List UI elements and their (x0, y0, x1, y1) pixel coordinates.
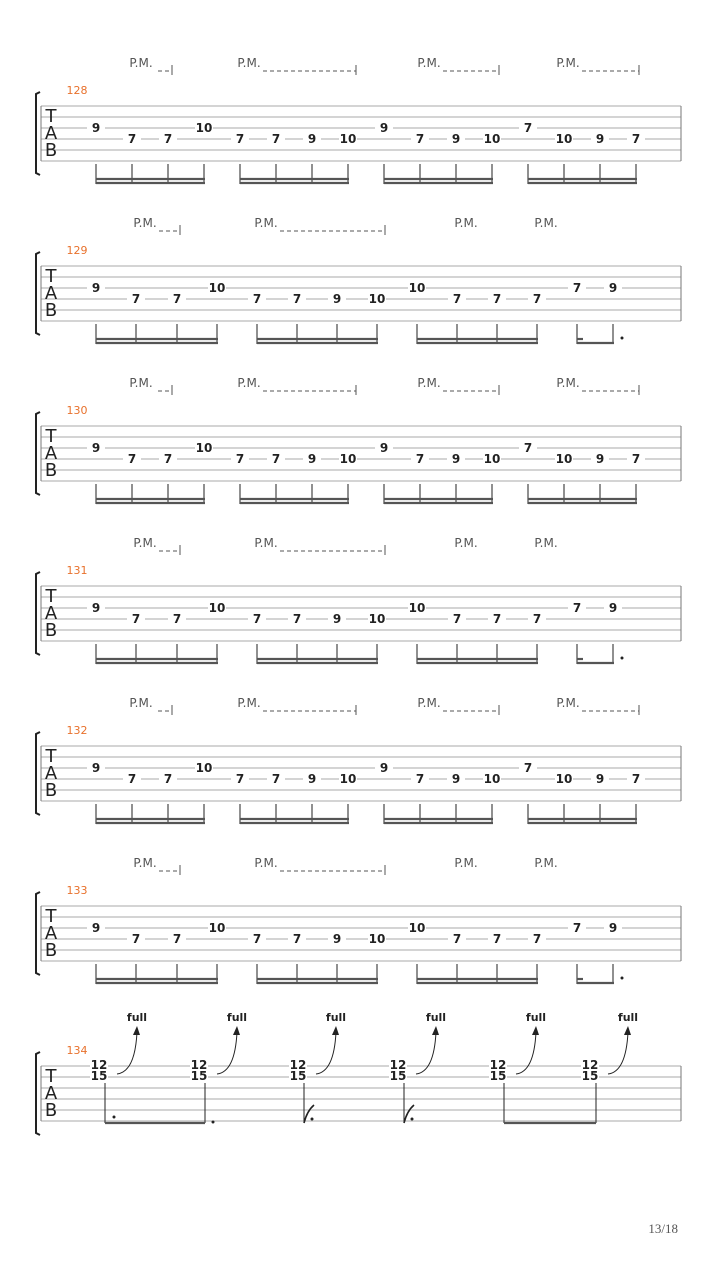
palm-mute-label: P.M. (254, 216, 278, 230)
fret-number: 7 (523, 441, 533, 455)
bend-label: full (617, 1011, 639, 1024)
system-bracket (36, 412, 40, 495)
fret-number: 9 (595, 452, 605, 466)
fret-number: 7 (127, 772, 137, 786)
fret-number: 9 (91, 281, 101, 295)
dot (621, 657, 624, 660)
fret-number: 7 (631, 772, 641, 786)
fret-number: 9 (608, 601, 618, 615)
system-bracket (36, 252, 40, 335)
fret-number: 9 (608, 921, 618, 935)
fret-number: 10 (555, 132, 573, 146)
fret-number: 9 (608, 281, 618, 295)
fret-number: 9 (91, 121, 101, 135)
system-bracket (36, 92, 40, 175)
fret-number: 9 (307, 452, 317, 466)
bend-label: full (126, 1011, 148, 1024)
fret-number: 10 (483, 132, 501, 146)
dot (212, 1121, 215, 1124)
fret-number: 10 (208, 601, 226, 615)
palm-mute-label: P.M. (534, 856, 558, 870)
fret-number-bottom: 15 (90, 1069, 108, 1083)
fret-number: 7 (252, 292, 262, 306)
palm-mute-label: P.M. (237, 376, 261, 390)
fret-number: 7 (127, 452, 137, 466)
fret-number: 10 (339, 772, 357, 786)
bend-label: full (425, 1011, 447, 1024)
dot (311, 1118, 314, 1121)
tab-clef-b: B (44, 1100, 58, 1121)
fret-number: 10 (408, 281, 426, 295)
fret-number: 9 (451, 132, 461, 146)
fret-number: 7 (532, 292, 542, 306)
tab-system-129 (36, 216, 681, 344)
fret-number-bottom: 15 (489, 1069, 507, 1083)
fret-number: 7 (415, 452, 425, 466)
fret-number: 7 (292, 292, 302, 306)
fret-number-bottom: 15 (389, 1069, 407, 1083)
tab-clef-a: A (44, 923, 58, 944)
fret-number: 10 (483, 452, 501, 466)
fret-number: 7 (532, 932, 542, 946)
palm-mute-label: P.M. (417, 376, 441, 390)
fret-number: 7 (235, 772, 245, 786)
page-number: 13/18 (648, 1221, 678, 1236)
bend-arrow (332, 1026, 339, 1035)
fret-number: 7 (452, 612, 462, 626)
fret-number: 7 (631, 452, 641, 466)
fret-number: 7 (235, 132, 245, 146)
fret-number-top: 12 (581, 1058, 599, 1072)
fret-number: 10 (195, 761, 213, 775)
tab-system-130 (36, 376, 681, 504)
palm-mute-label: P.M. (237, 696, 261, 710)
fret-number: 9 (307, 772, 317, 786)
bend-arrow (624, 1026, 631, 1035)
dot (113, 1116, 116, 1119)
palm-mute-label: P.M. (454, 856, 478, 870)
fret-number: 9 (91, 441, 101, 455)
fret-number-top: 12 (190, 1058, 208, 1072)
bend-arrow (133, 1026, 140, 1035)
fret-number: 7 (235, 452, 245, 466)
measure-number: 132 (66, 724, 88, 737)
fret-number: 7 (492, 612, 502, 626)
fret-number: 7 (271, 452, 281, 466)
palm-mute-label: P.M. (129, 376, 153, 390)
bend-curve (516, 1032, 536, 1074)
fret-number: 7 (415, 132, 425, 146)
bend-label: full (226, 1011, 248, 1024)
fret-number: 7 (292, 932, 302, 946)
measure-number: 128 (66, 84, 88, 97)
tab-clef-a: A (44, 443, 58, 464)
palm-mute-label: P.M. (133, 856, 157, 870)
palm-mute-label: P.M. (254, 856, 278, 870)
fret-number: 9 (91, 761, 101, 775)
palm-mute-label: P.M. (556, 56, 580, 70)
fret-number: 10 (408, 601, 426, 615)
measure-number: 134 (66, 1044, 88, 1057)
dot (621, 337, 624, 340)
fret-number: 7 (631, 132, 641, 146)
fret-number: 9 (332, 612, 342, 626)
fret-number: 7 (523, 121, 533, 135)
fret-number: 7 (131, 612, 141, 626)
bend-label: full (325, 1011, 347, 1024)
dot (411, 1118, 414, 1121)
fret-number: 7 (452, 932, 462, 946)
palm-mute-label: P.M. (556, 376, 580, 390)
bend-curve (217, 1032, 237, 1074)
tab-system-131 (36, 536, 681, 664)
fret-number: 7 (131, 932, 141, 946)
measure-number: 131 (66, 564, 88, 577)
fret-number: 10 (555, 452, 573, 466)
palm-mute-label: P.M. (237, 56, 261, 70)
bend-arrow (532, 1026, 539, 1035)
tab-clef-a: A (44, 603, 58, 624)
fret-number: 7 (131, 292, 141, 306)
palm-mute-label: P.M. (133, 536, 157, 550)
measure-number: 130 (66, 404, 88, 417)
tab-clef-b: B (44, 620, 58, 641)
fret-number: 10 (339, 132, 357, 146)
tab-clef-t: T (45, 106, 57, 127)
fret-number: 9 (332, 932, 342, 946)
fret-number: 7 (172, 612, 182, 626)
palm-mute-label: P.M. (556, 696, 580, 710)
tab-clef-a: A (44, 1083, 58, 1104)
palm-mute-label: P.M. (454, 536, 478, 550)
system-bracket (36, 1052, 40, 1135)
fret-number: 10 (195, 121, 213, 135)
palm-mute-label: P.M. (129, 56, 153, 70)
fret-number: 7 (452, 292, 462, 306)
palm-mute-label: P.M. (534, 216, 558, 230)
fret-number-top: 12 (489, 1058, 507, 1072)
fret-number: 7 (572, 281, 582, 295)
fret-number-top: 12 (389, 1058, 407, 1072)
tab-clef-t: T (45, 586, 57, 607)
fret-number: 10 (368, 292, 386, 306)
palm-mute-label: P.M. (254, 536, 278, 550)
tab-system-128 (36, 56, 681, 184)
fret-number: 9 (91, 921, 101, 935)
tab-clef-a: A (44, 763, 58, 784)
fret-number: 9 (379, 441, 389, 455)
fret-number: 10 (408, 921, 426, 935)
fret-number: 9 (332, 292, 342, 306)
fret-number: 7 (252, 612, 262, 626)
measure-number: 133 (66, 884, 88, 897)
tab-clef-t: T (45, 426, 57, 447)
fret-number: 7 (252, 932, 262, 946)
tab-clef-t: T (45, 746, 57, 767)
fret-number: 10 (208, 921, 226, 935)
fret-number: 10 (483, 772, 501, 786)
fret-number: 10 (339, 452, 357, 466)
fret-number-bottom: 15 (289, 1069, 307, 1083)
fret-number: 9 (451, 452, 461, 466)
tab-clef-b: B (44, 780, 58, 801)
fret-number: 9 (595, 132, 605, 146)
fret-number: 7 (532, 612, 542, 626)
palm-mute-label: P.M. (454, 216, 478, 230)
tab-clef-b: B (44, 940, 58, 961)
fret-number: 7 (572, 601, 582, 615)
tab-clef-t: T (45, 1066, 57, 1087)
fret-number: 7 (172, 932, 182, 946)
measure-number: 129 (66, 244, 88, 257)
fret-number: 7 (163, 772, 173, 786)
tab-system-133 (36, 856, 681, 984)
system-bracket (36, 572, 40, 655)
fret-number: 7 (492, 932, 502, 946)
tab-clef-a: A (44, 123, 58, 144)
fret-number: 9 (307, 132, 317, 146)
palm-mute-label: P.M. (417, 696, 441, 710)
bend-curve (316, 1032, 336, 1074)
fret-number-bottom: 15 (190, 1069, 208, 1083)
palm-mute-label: P.M. (129, 696, 153, 710)
bend-curve (416, 1032, 436, 1074)
system-bracket (36, 732, 40, 815)
fret-number: 7 (271, 132, 281, 146)
fret-number: 9 (379, 121, 389, 135)
bend-arrow (233, 1026, 240, 1035)
fret-number: 7 (127, 132, 137, 146)
palm-mute-label: P.M. (133, 216, 157, 230)
bend-curve (608, 1032, 628, 1074)
bend-curve (117, 1032, 137, 1074)
tab-clef-t: T (45, 266, 57, 287)
fret-number: 10 (368, 612, 386, 626)
fret-number: 7 (172, 292, 182, 306)
fret-number: 7 (415, 772, 425, 786)
fret-number: 10 (195, 441, 213, 455)
palm-mute-label: P.M. (417, 56, 441, 70)
bend-arrow (432, 1026, 439, 1035)
tab-system-134 (36, 1011, 681, 1135)
tab-clef-b: B (44, 460, 58, 481)
tab-system-132 (36, 696, 681, 824)
tab-clef-b: B (44, 300, 58, 321)
fret-number: 7 (492, 292, 502, 306)
dot (621, 977, 624, 980)
tab-clef-t: T (45, 906, 57, 927)
fret-number: 7 (163, 132, 173, 146)
fret-number: 7 (292, 612, 302, 626)
fret-number: 9 (91, 601, 101, 615)
tab-clef-b: B (44, 140, 58, 161)
fret-number: 7 (271, 772, 281, 786)
bend-label: full (525, 1011, 547, 1024)
fret-number-bottom: 15 (581, 1069, 599, 1083)
fret-number: 7 (572, 921, 582, 935)
fret-number: 9 (451, 772, 461, 786)
palm-mute-label: P.M. (534, 536, 558, 550)
fret-number: 9 (595, 772, 605, 786)
fret-number: 10 (368, 932, 386, 946)
fret-number: 7 (523, 761, 533, 775)
system-bracket (36, 892, 40, 975)
fret-number: 10 (208, 281, 226, 295)
fret-number: 10 (555, 772, 573, 786)
fret-number-top: 12 (90, 1058, 108, 1072)
tab-clef-a: A (44, 283, 58, 304)
fret-number-top: 12 (289, 1058, 307, 1072)
fret-number: 9 (379, 761, 389, 775)
fret-number: 7 (163, 452, 173, 466)
